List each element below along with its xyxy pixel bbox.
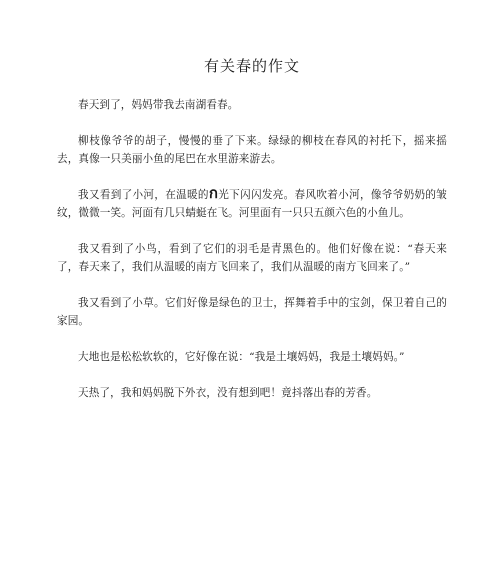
paragraph-5: 我又看到了小草。它们好像是绿色的卫士，挥舞着手中的宝剑，保卫着自己的家园。 [57,297,447,327]
paragraph-4: 我又看到了小鸟，看到了它们的羽毛是青黑色的。他们好像在说：“春天来了，春天来了，我们从温暖的南方飞回来了，我们从温暖的南方飞回来了。” [57,243,447,273]
paragraph-1: 春天到了，妈妈带我去南湖看春。 [78,99,239,111]
paragraph-7: 天热了，我和妈妈脱下外衣，没有想到吧！竟抖落出春的芳香。 [78,387,378,399]
paragraph-3-text-after: 光下闪闪发亮。春风吹着小河，像爷爷奶奶的皱纹，微微一笑。河面有几只蜻蜓在飞。河里面有一只只五颜六色的小鱼儿。 [57,189,447,219]
paragraph-6: 大地也是松松软软的，它好像在说：“我是土壤妈妈，我是土壤妈妈。” [78,351,405,363]
paragraph-3-text-before: 我又看到了小河，在温暖的 [78,189,209,201]
document-page [57,56,447,420]
essay-title: 有关春的作文 [203,57,300,75]
paragraph-3 [57,186,447,222]
stray-glyph: ก [208,184,219,202]
paragraph-2: 柳枝像爷爷的胡子，慢慢的垂了下来。绿绿的柳枝在春风的衬托下，摇来摇去，真像一只美丽小鱼的尾巴在水里游来游去。 [57,135,447,165]
